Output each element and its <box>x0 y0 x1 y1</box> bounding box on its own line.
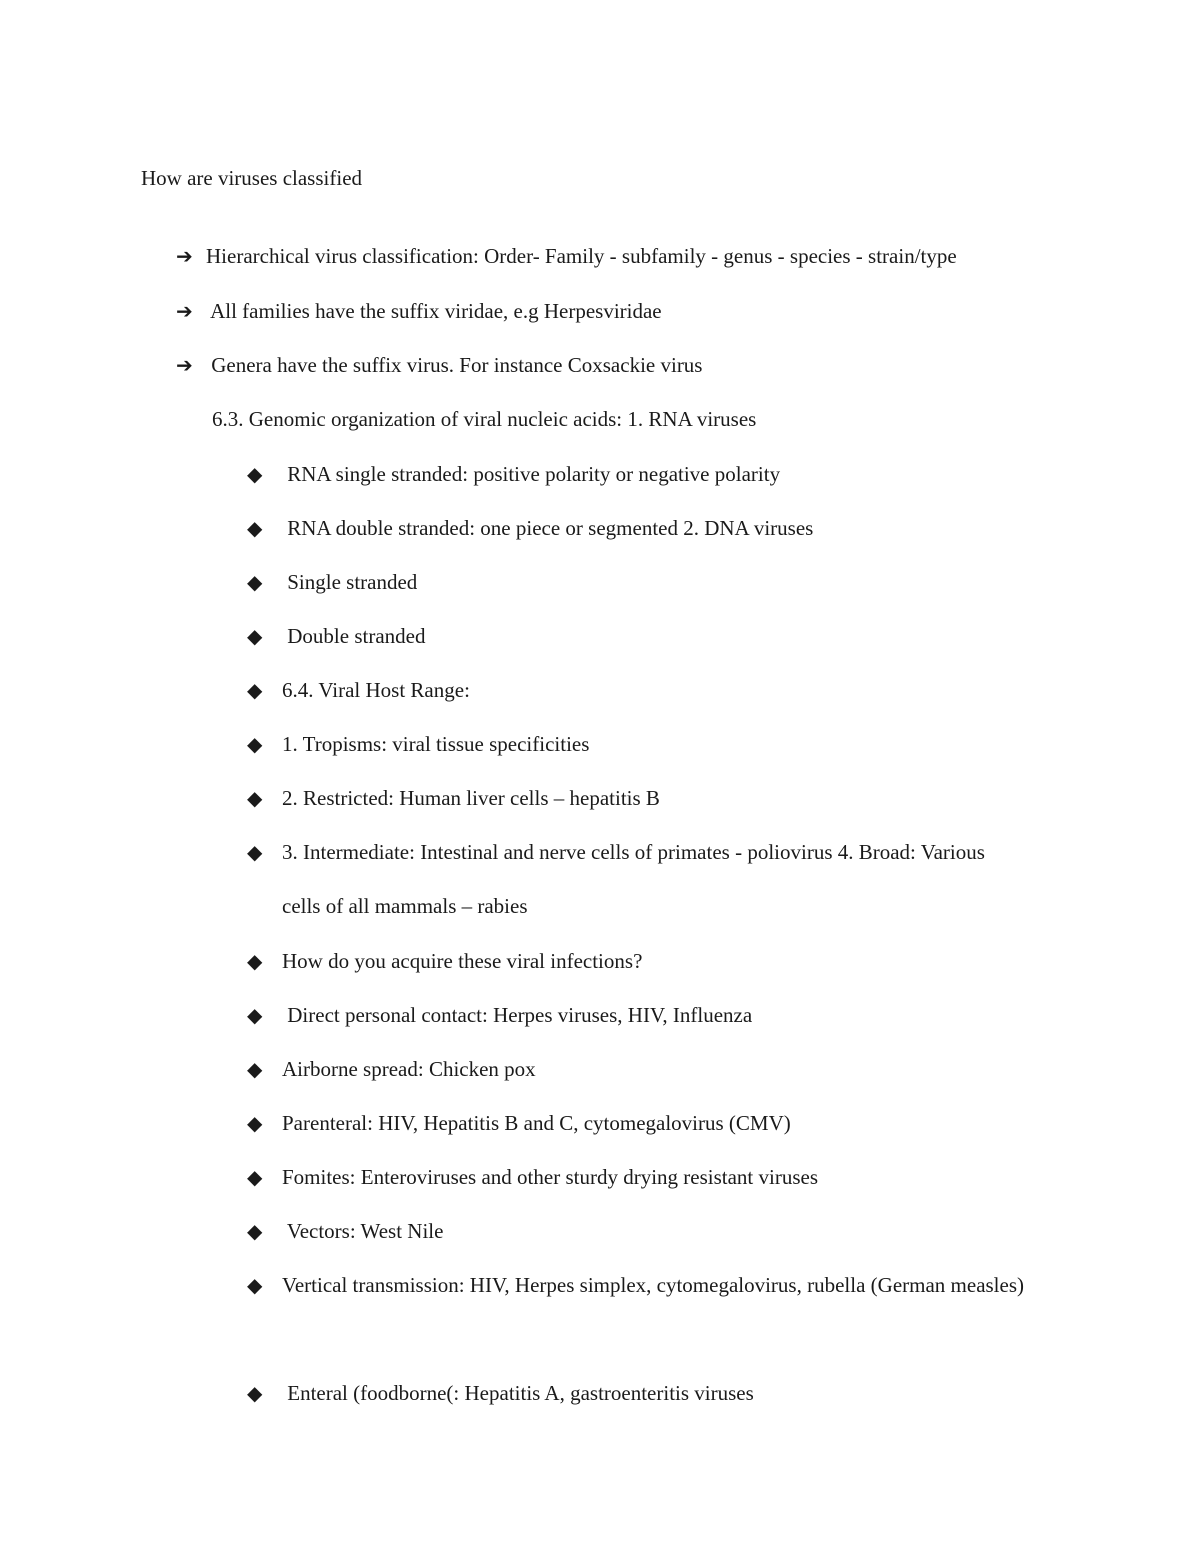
bullet-item-text: Enteral (foodborne(: Hepatitis A, gastroenteritis viruses <box>282 1381 754 1405</box>
bullet-item-text: Single stranded <box>282 570 418 594</box>
bullet-list-item <box>247 460 1047 501</box>
bullet-list-item <box>247 1163 1047 1204</box>
arrow-item-text: Hierarchical virus classification: Order- Family - subfamily - genus - species - strain/type <box>206 244 957 268</box>
page-title: How are viruses classified <box>141 166 363 190</box>
bullet-list-item <box>247 622 1047 663</box>
bullet-item-text: 3. Intermediate: Intestinal and nerve cells of primates - poliovirus 4. Broad: Various cells of all mammals – rabies <box>282 840 985 918</box>
bullet-item-text: Fomites: Enteroviruses and other sturdy drying resistant viruses <box>282 1165 819 1189</box>
arrow-icon: ➔ <box>176 353 193 377</box>
arrow-list-item <box>176 351 702 379</box>
diamond-bullet-icon: ◆ <box>247 462 263 486</box>
section-heading: 6.3. Genomic organization of viral nucleic acids: 1. RNA viruses <box>212 407 757 431</box>
arrow-list-item <box>176 242 957 270</box>
diamond-bullet-icon: ◆ <box>247 624 263 648</box>
bullet-list-item <box>247 568 1047 609</box>
arrow-item-text: All families have the suffix viridae, e.g Herpesviridae <box>206 299 662 323</box>
bullet-item-text: RNA double stranded: one piece or segmented 2. DNA viruses <box>282 516 814 540</box>
bullet-item-text: Airborne spread: Chicken pox <box>282 1057 536 1081</box>
diamond-bullet-icon: ◆ <box>247 1003 263 1027</box>
diamond-bullet-icon: ◆ <box>247 1111 263 1135</box>
bullet-item-text: 6.4. Viral Host Range: <box>282 678 470 702</box>
diamond-bullet-icon: ◆ <box>247 1057 263 1081</box>
diamond-bullet-icon: ◆ <box>247 1381 263 1405</box>
diamond-bullet-icon: ◆ <box>247 678 263 702</box>
bullet-list-item <box>247 676 1047 717</box>
bullet-item-text: Direct personal contact: Herpes viruses, HIV, Influenza <box>282 1003 753 1027</box>
diamond-bullet-icon: ◆ <box>247 516 263 540</box>
diamond-bullet-icon: ◆ <box>247 786 263 810</box>
bullet-list-item <box>247 1379 1047 1420</box>
bullet-item-text: 1. Tropisms: viral tissue specificities <box>282 732 590 756</box>
diamond-bullet-icon: ◆ <box>247 1165 263 1189</box>
bullet-list-item <box>247 514 1047 555</box>
arrow-item-text: Genera have the suffix virus. For instance Coxsackie virus <box>206 353 703 377</box>
diamond-bullet-icon: ◆ <box>247 840 263 864</box>
bullet-item-text: 2. Restricted: Human liver cells – hepatitis B <box>282 786 660 810</box>
bullet-item-text: How do you acquire these viral infections? <box>282 949 643 973</box>
bullet-item-text: Vertical transmission: HIV, Herpes simplex, cytomegalovirus, rubella (German measles) <box>282 1273 1025 1297</box>
bullet-list-item <box>247 1217 1047 1258</box>
arrow-list-item <box>176 297 662 325</box>
diamond-bullet-icon: ◆ <box>247 732 263 756</box>
bullet-item-text: Double stranded <box>282 624 426 648</box>
bullet-list-item <box>247 1271 1037 1312</box>
bullet-list-item <box>247 1109 1047 1150</box>
diamond-bullet-icon: ◆ <box>247 570 263 594</box>
bullet-item-text: RNA single stranded: positive polarity or negative polarity <box>282 462 781 486</box>
bullet-item-text: Vectors: West Nile <box>282 1219 444 1243</box>
bullet-list-item <box>247 784 1047 825</box>
arrow-icon: ➔ <box>176 244 193 268</box>
diamond-bullet-icon: ◆ <box>247 1219 263 1243</box>
arrow-icon: ➔ <box>176 299 193 323</box>
bullet-list-item <box>247 1055 1047 1096</box>
bullet-list-item <box>247 947 1047 988</box>
bullet-list-item <box>247 1001 1047 1042</box>
diamond-bullet-icon: ◆ <box>247 1273 263 1297</box>
bullet-item-text: Parenteral: HIV, Hepatitis B and C, cytomegalovirus (CMV) <box>282 1111 791 1135</box>
diamond-bullet-icon: ◆ <box>247 949 263 973</box>
bullet-list-item <box>247 838 997 933</box>
bullet-list-item <box>247 730 1047 771</box>
